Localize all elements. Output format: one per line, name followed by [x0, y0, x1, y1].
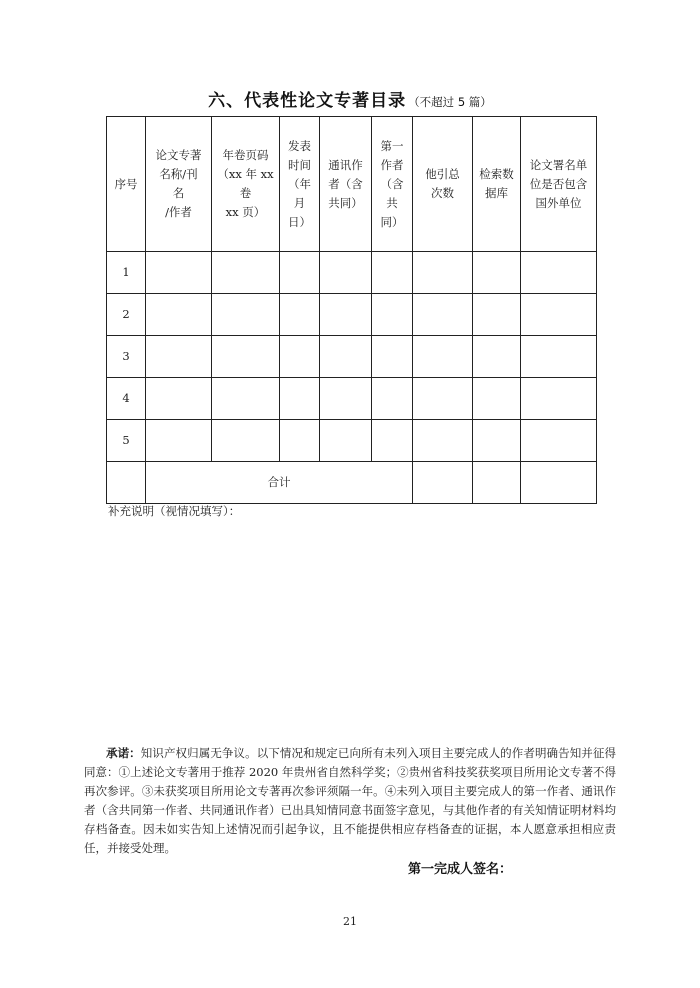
table-row [107, 378, 597, 420]
empty-cell[interactable] [521, 378, 597, 420]
header-cell-citations: 他引总 次数 [413, 117, 473, 252]
empty-cell[interactable] [320, 252, 372, 294]
empty-cell[interactable] [521, 462, 597, 504]
title-text: 六、代表性论文专著目录 [208, 91, 407, 111]
empty-cell[interactable] [280, 378, 320, 420]
header-cell-index: 序号 [107, 117, 146, 252]
empty-cell[interactable] [372, 252, 413, 294]
page-number: 21 [343, 915, 357, 928]
table-row [107, 336, 597, 378]
empty-cell[interactable] [146, 378, 212, 420]
empty-cell[interactable] [521, 294, 597, 336]
table-row [107, 420, 597, 462]
header-cell-foreign-affiliation: 论文署名单 位是否包含 国外单位 [521, 117, 597, 252]
empty-cell[interactable] [413, 294, 473, 336]
empty-cell[interactable] [280, 420, 320, 462]
papers-table [106, 116, 597, 504]
empty-cell [107, 462, 146, 504]
empty-cell[interactable] [320, 294, 372, 336]
row-index: 4 [107, 378, 146, 420]
signature-label: 第一完成人签名： [408, 862, 513, 877]
table-row [107, 294, 597, 336]
empty-cell[interactable] [521, 252, 597, 294]
empty-cell[interactable] [473, 462, 521, 504]
empty-cell[interactable] [413, 378, 473, 420]
pledge-paragraph [84, 744, 616, 858]
empty-cell[interactable] [146, 420, 212, 462]
empty-cell[interactable] [280, 252, 320, 294]
supplement-label: 补充说明（视情况填写）： [108, 504, 241, 518]
empty-cell[interactable] [212, 252, 280, 294]
empty-cell[interactable] [372, 420, 413, 462]
empty-cell[interactable] [473, 252, 521, 294]
empty-cell[interactable] [280, 294, 320, 336]
empty-cell[interactable] [413, 420, 473, 462]
empty-cell[interactable] [146, 336, 212, 378]
empty-cell[interactable] [521, 420, 597, 462]
header-cell-first-author: 第一 作者 （含 共 同） [372, 117, 413, 252]
empty-cell[interactable] [473, 336, 521, 378]
total-row [107, 462, 597, 504]
section-title [0, 86, 700, 111]
empty-cell[interactable] [320, 420, 372, 462]
header-cell-date: 发表 时间 （年 月 日） [280, 117, 320, 252]
empty-cell[interactable] [473, 294, 521, 336]
empty-cell[interactable] [372, 294, 413, 336]
empty-cell[interactable] [413, 336, 473, 378]
total-citations-cell[interactable] [413, 462, 473, 504]
row-index: 5 [107, 420, 146, 462]
empty-cell[interactable] [320, 378, 372, 420]
row-index: 1 [107, 252, 146, 294]
total-label: 合计 [146, 462, 413, 504]
row-index: 2 [107, 294, 146, 336]
empty-cell[interactable] [473, 378, 521, 420]
empty-cell[interactable] [521, 336, 597, 378]
empty-cell[interactable] [372, 378, 413, 420]
pledge-text: 知识产权归属无争议。以下情况和规定已向所有未列入项目主要完成人的作者明确告知并征得同意：①上述论文专著用于推荐 2020 年贵州省自然科学奖；②贵州省科技奖获奖项目所用论文专著不得再次参评。③未获奖项目所用论文专著再次参评须隔一年。④未列入项目主要完成人的第一作者、通讯作者（含共同第一作者、共同通讯作者）已出具知情同意书面签字意见，与其他作者的有关知情证明材料均存档备查。因未如实告知上述情况而引起争议，且不能提供相应存档备查的证据，本人愿意承担相应责任，并接受处理。 [84, 746, 616, 855]
table-row [107, 252, 597, 294]
header-cell-corresponding-author: 通讯作 者（含 共同） [320, 117, 372, 252]
empty-cell[interactable] [372, 336, 413, 378]
empty-cell[interactable] [280, 336, 320, 378]
row-index: 3 [107, 336, 146, 378]
empty-cell[interactable] [473, 420, 521, 462]
empty-cell[interactable] [212, 294, 280, 336]
empty-cell[interactable] [146, 252, 212, 294]
empty-cell[interactable] [212, 336, 280, 378]
empty-cell[interactable] [320, 336, 372, 378]
header-cell-volume: 年卷页码 （xx 年 xx 卷 xx 页） [212, 117, 280, 252]
empty-cell[interactable] [146, 294, 212, 336]
empty-cell[interactable] [413, 252, 473, 294]
header-cell-title: 论文专著 名称/刊 名 /作者 [146, 117, 212, 252]
pledge-lead: 承诺： [106, 746, 141, 760]
header-cell-database: 检索数 据库 [473, 117, 521, 252]
title-note: （不超过 5 篇） [408, 95, 492, 109]
empty-cell[interactable] [212, 378, 280, 420]
empty-cell[interactable] [212, 420, 280, 462]
table-header-row [107, 117, 597, 252]
